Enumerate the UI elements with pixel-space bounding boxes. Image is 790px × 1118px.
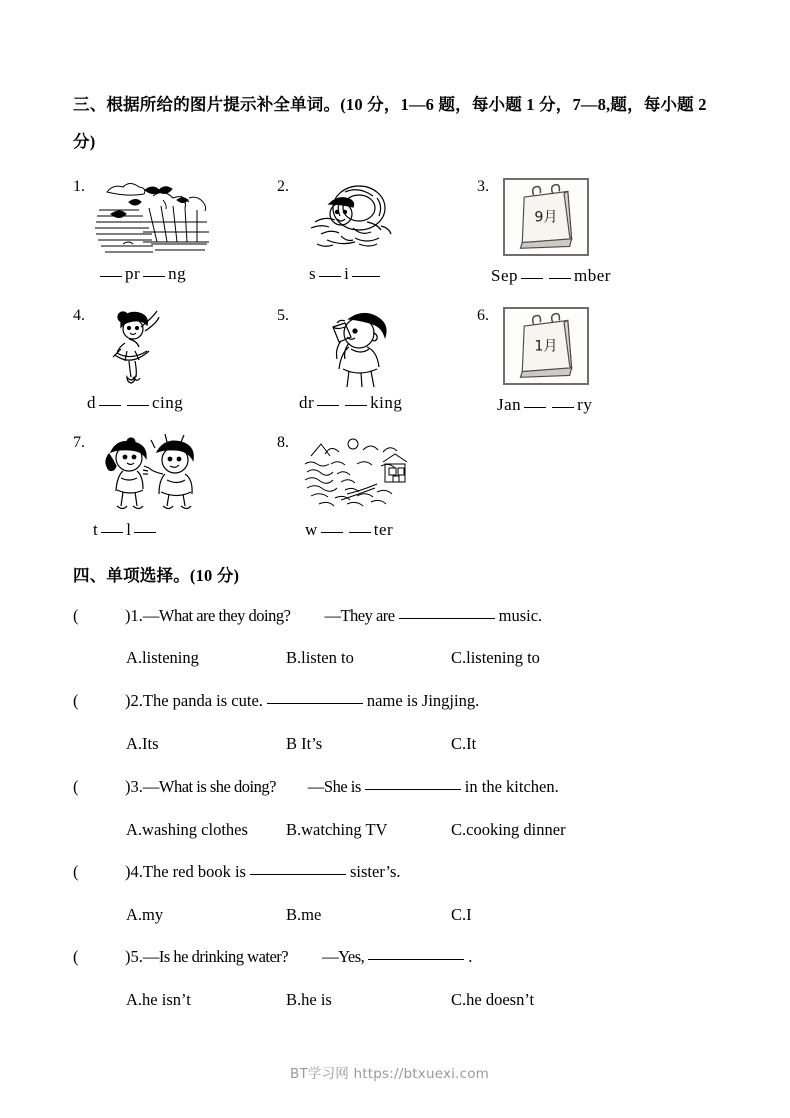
item-number: 8. bbox=[277, 434, 289, 451]
option-c[interactable]: C.he doesn’t bbox=[451, 990, 535, 1009]
question-stem-b: —She is bbox=[307, 777, 361, 796]
word-fragment: t bbox=[93, 520, 99, 539]
blank-line bbox=[549, 278, 571, 279]
picture-winter-scene bbox=[297, 434, 417, 516]
question-number: 1. bbox=[130, 606, 143, 625]
question-stem-a: —What is she doing? bbox=[142, 777, 276, 796]
blank-line bbox=[321, 532, 343, 533]
mc-options-2 bbox=[126, 734, 476, 754]
word-fragment: ry bbox=[577, 395, 593, 414]
blank-line bbox=[99, 405, 121, 406]
fill-blank[interactable] bbox=[368, 959, 464, 960]
picture-swimming bbox=[297, 178, 417, 260]
answer-box-close-paren: ) bbox=[125, 862, 131, 881]
option-b[interactable]: B.me bbox=[286, 905, 322, 924]
answer-box-open-paren[interactable]: ( bbox=[73, 691, 79, 710]
blank-line bbox=[127, 405, 149, 406]
section-four-heading: 四、单项选择。(10 分) bbox=[73, 566, 240, 585]
item-number: 7. bbox=[73, 434, 85, 451]
option-c[interactable]: C.I bbox=[451, 905, 472, 924]
item-word-prompt-5 bbox=[299, 393, 402, 413]
question-stem-c: name is Jingjing. bbox=[366, 691, 480, 710]
mc-question-5 bbox=[73, 947, 753, 967]
fill-blank[interactable] bbox=[365, 789, 461, 790]
option-b[interactable]: B.he is bbox=[286, 990, 332, 1009]
answer-box-open-paren[interactable]: ( bbox=[73, 777, 79, 796]
picture-children-talking bbox=[93, 434, 213, 516]
option-a[interactable]: A.my bbox=[126, 905, 164, 924]
calendar-icon bbox=[505, 309, 587, 383]
question-number: 3. bbox=[130, 777, 143, 796]
item-word-prompt-6 bbox=[497, 395, 592, 415]
answer-box-close-paren: ) bbox=[125, 777, 131, 796]
blank-line bbox=[352, 276, 380, 277]
question-stem-a: —What are they doing? bbox=[142, 606, 291, 625]
question-stem-c: . bbox=[468, 947, 473, 966]
blank-line bbox=[134, 532, 156, 533]
mc-options-5 bbox=[126, 990, 534, 1010]
calendar-month-label: 1月 bbox=[534, 338, 558, 355]
mc-question-3 bbox=[73, 777, 753, 797]
boy-drinking-icon bbox=[297, 307, 417, 389]
spring-scene-icon bbox=[93, 178, 213, 260]
fill-blank[interactable] bbox=[399, 618, 495, 619]
mc-question-4 bbox=[73, 862, 753, 882]
answer-box-close-paren: ) bbox=[125, 947, 131, 966]
word-fragment: mber bbox=[574, 266, 611, 285]
site-watermark: BT学习网 https://btxuexi.com bbox=[290, 1066, 490, 1082]
mc-question-2 bbox=[73, 691, 753, 711]
option-b[interactable]: B.watching TV bbox=[286, 820, 388, 839]
answer-box-open-paren[interactable]: ( bbox=[73, 947, 79, 966]
winter-snow-scene-icon bbox=[297, 434, 417, 516]
blank-line bbox=[143, 276, 165, 277]
calendar-icon bbox=[505, 180, 587, 254]
blank-line bbox=[345, 405, 367, 406]
item-number: 2. bbox=[277, 178, 289, 195]
item-word-prompt-8 bbox=[305, 520, 393, 540]
option-c[interactable]: C.listening to bbox=[451, 648, 540, 667]
item-number: 6. bbox=[477, 307, 489, 324]
item-number: 4. bbox=[73, 307, 85, 324]
question-number: 2. bbox=[130, 691, 143, 710]
word-fragment: s bbox=[309, 264, 317, 283]
item-number: 5. bbox=[277, 307, 289, 324]
option-a[interactable]: A.he isn’t bbox=[126, 990, 191, 1009]
item-word-prompt-4 bbox=[87, 393, 183, 413]
mc-question-1 bbox=[73, 606, 753, 626]
question-stem-a: The panda is cute. bbox=[142, 691, 263, 710]
question-stem-a: The red book is bbox=[142, 862, 246, 881]
answer-box-open-paren[interactable]: ( bbox=[73, 862, 79, 881]
word-fragment: d bbox=[87, 393, 96, 412]
blank-line bbox=[521, 278, 543, 279]
blank-line bbox=[319, 276, 341, 277]
word-fragment: l bbox=[126, 520, 132, 539]
picture-spring-scene bbox=[93, 178, 213, 260]
answer-box-close-paren: ) bbox=[125, 606, 131, 625]
word-fragment: Sep bbox=[491, 266, 518, 285]
blank-line bbox=[349, 532, 371, 533]
word-fragment: cing bbox=[152, 393, 184, 412]
picture-dancing-girl bbox=[93, 307, 213, 389]
question-stem-b: —They are bbox=[324, 606, 395, 625]
picture-calendar-september bbox=[503, 178, 589, 256]
option-c[interactable]: C.cooking dinner bbox=[451, 820, 566, 839]
item-number: 1. bbox=[73, 178, 85, 195]
calendar-month-label: 9月 bbox=[534, 209, 558, 226]
item-word-prompt-1 bbox=[97, 264, 186, 284]
item-word-prompt-2 bbox=[309, 264, 383, 284]
option-a[interactable]: A.listening bbox=[126, 648, 199, 667]
fill-blank[interactable] bbox=[267, 703, 363, 704]
child-swimming-icon bbox=[297, 178, 417, 260]
mc-options-4 bbox=[126, 905, 472, 925]
option-a[interactable]: A.Its bbox=[126, 734, 159, 753]
word-fragment: pr bbox=[125, 264, 141, 283]
option-b[interactable]: B It’s bbox=[286, 734, 323, 753]
question-stem-a: —Is he drinking water? bbox=[142, 947, 289, 966]
blank-line bbox=[524, 407, 546, 408]
picture-calendar-january bbox=[503, 307, 589, 385]
picture-drinking-boy bbox=[297, 307, 417, 389]
option-a[interactable]: A.washing clothes bbox=[126, 820, 248, 839]
word-fragment: ter bbox=[373, 520, 394, 539]
mc-options-1 bbox=[126, 648, 540, 668]
question-stem-b: —Yes, bbox=[322, 947, 365, 966]
blank-line bbox=[317, 405, 339, 406]
item-number: 3. bbox=[477, 178, 489, 195]
mc-options-3 bbox=[126, 820, 566, 840]
word-fragment: i bbox=[344, 264, 350, 283]
fill-blank[interactable] bbox=[250, 874, 346, 875]
option-c[interactable]: C.It bbox=[451, 734, 477, 753]
option-b[interactable]: B.listen to bbox=[286, 648, 354, 667]
blank-line bbox=[552, 407, 574, 408]
question-number: 5. bbox=[130, 947, 143, 966]
word-fragment: king bbox=[370, 393, 403, 412]
two-children-talking-icon bbox=[93, 434, 213, 516]
word-fragment: dr bbox=[299, 393, 315, 412]
question-stem-c: music. bbox=[498, 606, 543, 625]
blank-line bbox=[100, 276, 122, 277]
answer-box-close-paren: ) bbox=[125, 691, 131, 710]
item-word-prompt-3 bbox=[491, 266, 611, 286]
question-stem-c: sister’s. bbox=[349, 862, 401, 881]
blank-line bbox=[101, 532, 123, 533]
item-word-prompt-7 bbox=[93, 520, 159, 540]
question-stem-c: in the kitchen. bbox=[464, 777, 559, 796]
word-fragment: w bbox=[305, 520, 318, 539]
word-fragment: ng bbox=[168, 264, 187, 283]
girl-dancing-icon bbox=[93, 307, 213, 389]
answer-box-open-paren[interactable]: ( bbox=[73, 606, 79, 625]
question-number: 4. bbox=[130, 862, 143, 881]
section-three-heading: 三、根据所给的图片提示补全单词。(10 分，1—6 题，每小题 1 分，7—8,题，每小题 2 分) bbox=[73, 95, 707, 151]
word-fragment: Jan bbox=[497, 395, 522, 414]
